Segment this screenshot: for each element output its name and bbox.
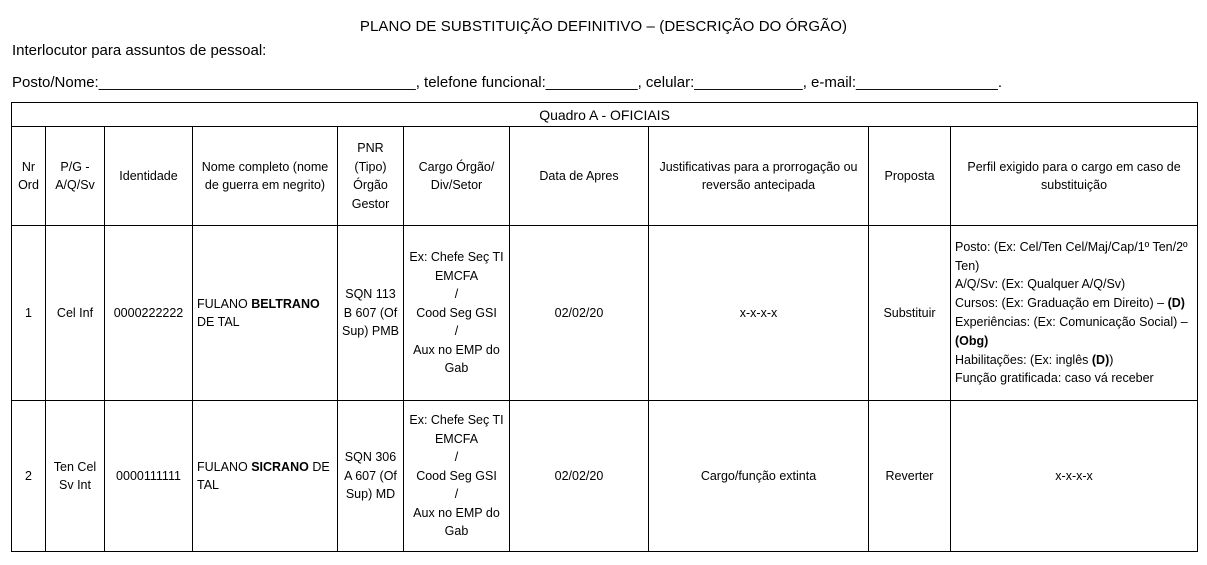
cargo-line: / (454, 287, 459, 302)
cargo-line: Cood Seg GSI (416, 305, 497, 320)
cargo-line: / (454, 487, 459, 502)
cell-proposta: Reverter (869, 401, 951, 552)
perfil-experiencias-text: Experiências: (Ex: Comunicação Social) – (955, 315, 1188, 329)
cell-perfil: x-x-x-x (951, 401, 1198, 552)
perfil-experiencias (955, 313, 1195, 351)
cell-cargo (404, 226, 510, 401)
document-title: PLANO DE SUBSTITUIÇÃO DEFINITIVO – (DESCRIÇÃO DO ÓRGÃO) (359, 18, 848, 35)
cargo-line: / (454, 324, 459, 339)
cargo-line: Aux no EMP do Gab (413, 342, 500, 376)
cell-cargo (404, 401, 510, 552)
cargo-line: Aux no EMP do Gab (413, 505, 500, 539)
perfil-cursos-tag: (D) (1167, 296, 1185, 311)
cargo-line: EMCFA (434, 268, 479, 283)
col-header-cargo: Cargo Órgão/ Div/Setor (404, 127, 510, 226)
cell-nome (193, 226, 338, 401)
col-header-proposta: Proposta (869, 127, 951, 226)
col-header-pnr: PNR (Tipo) Órgão Gestor (338, 127, 404, 226)
perfil-habilitacoes (955, 351, 1195, 370)
col-header-perfil: Perfil exigido para o cargo em caso de substituição (951, 127, 1198, 226)
nome-suffix: DE TAL (197, 459, 330, 492)
perfil-posto: Posto: (Ex: Cel/Ten Cel/Maj/Cap/1º Ten/2º Ten) (955, 239, 1188, 273)
cell-perfil (951, 226, 1198, 401)
table-row (12, 226, 1198, 401)
perfil-habilitacoes-text: Habilitações: (Ex: inglês (955, 352, 1089, 367)
cell-nr: 2 (12, 401, 46, 552)
cargo-line: Cood Seg GSI (416, 468, 497, 483)
perfil-cursos (955, 294, 1195, 313)
cell-nome (193, 401, 338, 552)
cell-proposta: Substituir (869, 226, 951, 401)
cargo-line: EMCFA (434, 431, 479, 446)
nome-prefix: FULANO (197, 296, 252, 311)
perfil-habilitacoes-tag: (D) (1091, 352, 1110, 367)
col-header-justificativas: Justificativas para a prorrogação ou reversão antecipada (649, 127, 869, 226)
contact-line: Posto/Nome:______________________________________, telefone funcional:___________, celular:_____________, e-mail:_________________. (12, 74, 1003, 91)
nome-prefix: FULANO (197, 459, 252, 474)
cell-identidade: 0000222222 (105, 226, 193, 401)
cell-data: 02/02/20 (510, 226, 649, 401)
perfil-funcao: Função gratificada: caso vá receber (955, 371, 1154, 386)
cell-nr: 1 (12, 226, 46, 401)
cell-pnr: SQN 306 A 607 (Of Sup) MD (338, 401, 404, 552)
perfil-aqsv: A/Q/Sv: (Ex: Qualquer A/Q/Sv) (955, 277, 1126, 292)
col-header-nr-ord: Nr Ord (12, 127, 46, 226)
col-header-identidade: Identidade (105, 127, 193, 226)
cargo-line: / (454, 450, 459, 465)
cell-pg: Ten Cel Sv Int (46, 401, 105, 552)
cargo-line: Ex: Chefe Seç TI (409, 413, 504, 428)
table-row (12, 401, 1198, 552)
cell-justificativa: x-x-x-x (649, 226, 869, 401)
col-header-nome: Nome completo (nome de guerra em negrito) (193, 127, 338, 226)
nome-suffix: DE TAL (197, 315, 240, 329)
cell-pg: Cel Inf (46, 226, 105, 401)
cell-identidade: 0000111111 (105, 401, 193, 552)
col-header-pg: P/G - A/Q/Sv (46, 127, 105, 226)
nome-guerra: SICRANO (251, 459, 309, 474)
perfil-experiencias-tag: (Obg) (955, 333, 989, 348)
col-header-data: Data de Apres (510, 127, 649, 226)
interlocutor-label: Interlocutor para assuntos de pessoal: (12, 42, 267, 59)
cell-data: 02/02/20 (510, 401, 649, 552)
section-title: Quadro A - OFICIAIS (12, 103, 1198, 127)
cell-justificativa: Cargo/função extinta (649, 401, 869, 552)
perfil-cursos-text: Cursos: (Ex: Graduação em Direito) – (955, 296, 1165, 311)
nome-guerra: BELTRANO (251, 296, 320, 311)
cell-pnr: SQN 113 B 607 (Of Sup) PMB (338, 226, 404, 401)
perfil-habilitacoes-end: ) (1109, 352, 1114, 367)
officers-table (11, 102, 1198, 552)
cargo-line: Ex: Chefe Seç TI (409, 250, 504, 265)
